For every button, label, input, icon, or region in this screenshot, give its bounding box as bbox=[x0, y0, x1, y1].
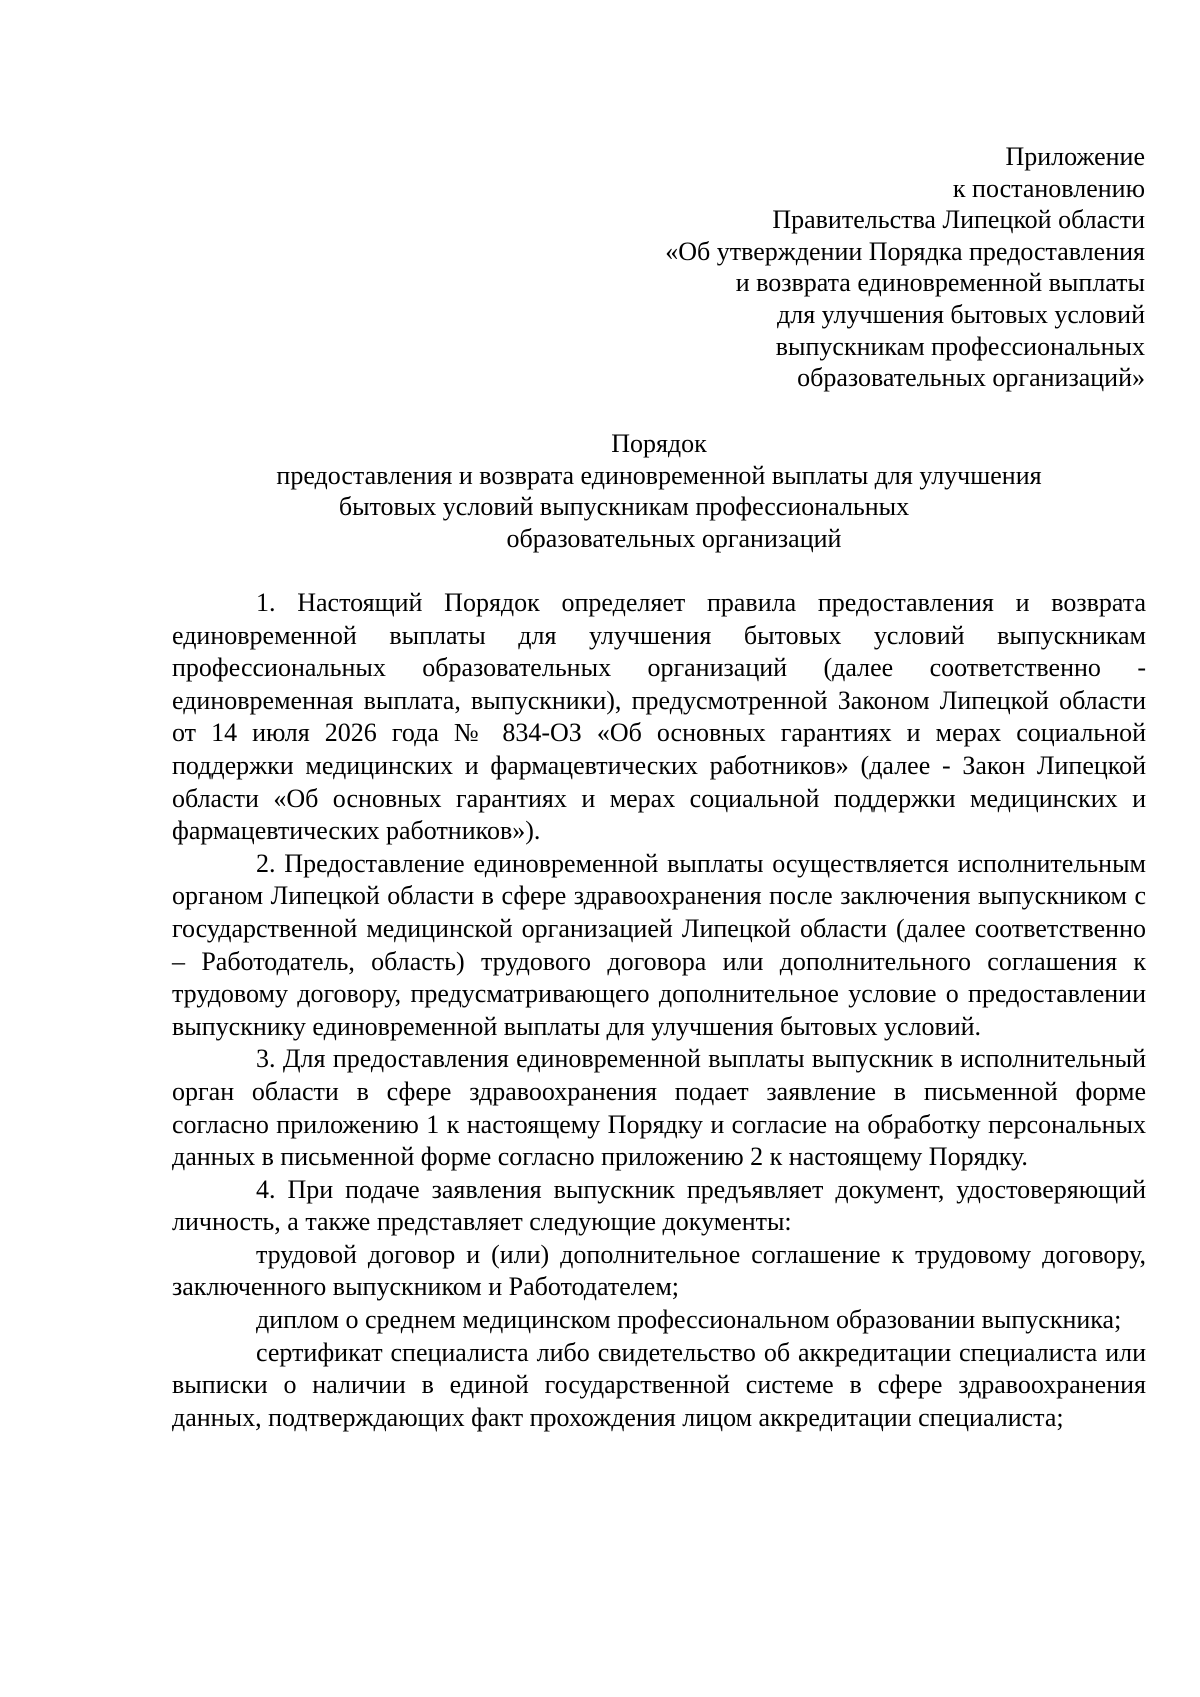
paragraph-4: 4. При подаче заявления выпускник предъявляет документ, удостоверяющий личность, а также представляет следующие документы: bbox=[172, 1174, 1146, 1237]
paragraph-2: 2. Предоставление единовременной выплаты осуществляется исполнительным органом Липецкой области в сфере здравоохранения после заключения выпускником с государственной медицинской организацией Липецкой области (далее соответственно – Работодатель, область) трудового договора или дополнительного соглашения к трудовому договору, предусматривающего дополнительное условие о предоставлении выпускнику единовременной выплаты для улучшения бытовых условий. bbox=[172, 848, 1146, 1041]
appendix-line: образовательных организаций» bbox=[797, 363, 1145, 393]
paragraph-3: 3. Для предоставления единовременной выплаты выпускник в исполнительный орган области в сфере здравоохранения подает заявление в письменной форме согласно приложению 1 к настоящему Порядку и согласие на обработку персональных данных в письменной форме согласно приложению 2 к настоящему Порядку. bbox=[172, 1044, 1146, 1172]
appendix-line: и возврата единовременной выплаты bbox=[735, 268, 1145, 298]
title-subtitle-line: предоставления и возврата единовременной выплаты для улучшения bbox=[276, 460, 1042, 490]
appendix-line: выпускникам профессиональных bbox=[775, 331, 1145, 361]
document-list-item: диплом о среднем медицинском профессиональном образовании выпускника; bbox=[256, 1305, 1122, 1335]
appendix-line: «Об утверждении Порядка предоставления bbox=[665, 236, 1145, 266]
title-subtitle-line: бытовых условий выпускникам профессиональных bbox=[338, 492, 910, 522]
paragraph-1: 1. Настоящий Порядок определяет правила предоставления и возврата единовременной выплаты для улучшения бытовых условий выпускникам профессиональных образовательных организаций (далее соответственно - единовременная выплата, выпускники), предусмотренной Законом Липецкой области от 14 июля 2026 года № 834-ОЗ «Об основных гарантиях и мерах социальной поддержки медицинских и фармацевтических работников» (далее - Закон Липецкой области «Об основных гарантиях и мерах социальной поддержки медицинских и фармацевтических работников»). bbox=[172, 588, 1146, 846]
document-list-item: сертификат специалиста либо свидетельство об аккредитации специалиста или выписки о наличии в единой государственной системе в сфере здравоохранения данных, подтверждающих факт прохождения лицом аккредитации специалиста; bbox=[172, 1337, 1146, 1432]
appendix-header bbox=[545, 141, 1145, 394]
document-title bbox=[172, 428, 1146, 554]
appendix-line: Правительства Липецкой области bbox=[772, 205, 1145, 235]
appendix-line: к постановлению bbox=[952, 173, 1145, 203]
appendix-line: Приложение bbox=[1005, 142, 1145, 171]
document-list-item: трудовой договор и (или) дополнительное соглашение к трудовому договору, заключенного выпускником и Работодателем; bbox=[172, 1239, 1146, 1302]
document-body bbox=[172, 587, 1146, 1434]
title-subtitle-line: образовательных организаций bbox=[506, 523, 842, 553]
appendix-line: для улучшения бытовых условий bbox=[777, 299, 1145, 329]
title-heading: Порядок bbox=[611, 429, 707, 458]
